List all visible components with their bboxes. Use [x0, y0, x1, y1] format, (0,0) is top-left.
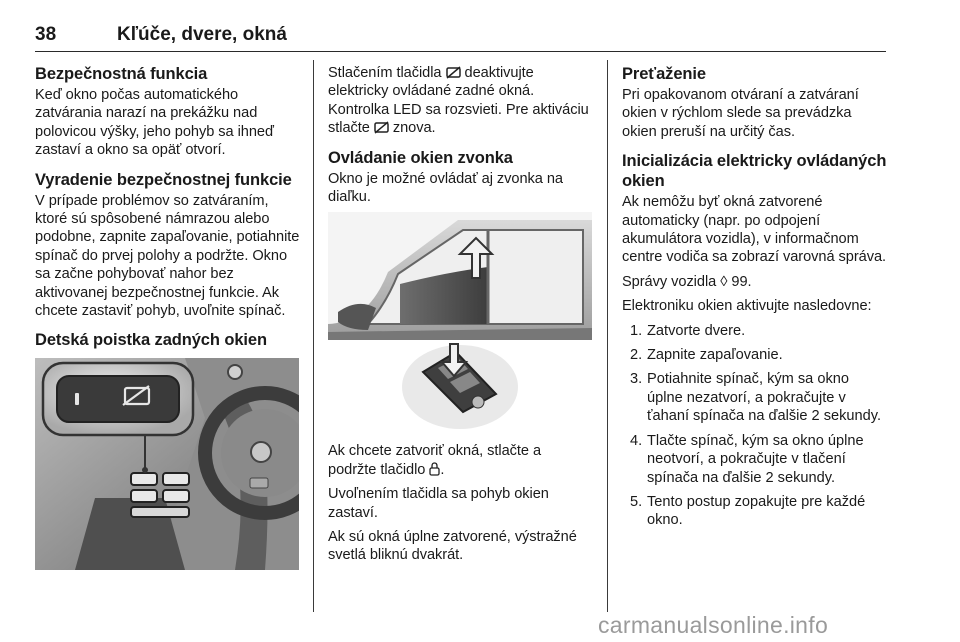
- paragraph-close-windows: Ak chcete zatvoriť okná, stlačte a podržte tlačidlo .: [328, 443, 542, 478]
- paragraph-overload: Pri opakovanom otváraní a zatváraní okien v rýchlom slede sa prevádzka okien preruší na určitý čas.: [622, 87, 859, 140]
- column-divider: [607, 60, 608, 612]
- paragraph-override-safety: V prípade problémov so zatváraním, ktoré sú spôsobené námrazou alebo podobne, zapnite zapaľovanie, potiahnite spínač do prvej polohy a podržte. Okno sa začne pohybovať nahor bez aktivovanej bezpečnostnej funkcie. Ak chcete zastaviť pohyb, uvoľnite spínač.: [35, 192, 300, 320]
- page-reference-link[interactable]: 99.: [731, 273, 752, 290]
- child-window-lock-icon: [446, 66, 461, 79]
- column-divider: [313, 60, 314, 612]
- heading-child-lock: Detská poistka zadných okien: [35, 331, 267, 350]
- page-number: 38: [35, 24, 57, 45]
- list-item: 3. Potiahnite spínač, kým sa okno úplne nezatvorí, a pokračujte v ťahaní spínača na ďalšie 2 sekundy.: [630, 371, 882, 425]
- illustration-window-and-key: [328, 212, 592, 430]
- steps-list: [622, 322, 888, 530]
- paragraph-hazard-lights: Ak sú okná úplne zatvorené, výstražné svetlá bliknú dvakrát.: [328, 529, 577, 564]
- paragraph-initialization: Ak nemôžu byť okná zatvorené automaticky (napr. po odpojení akumulátora vozidla), v informačnom centre vodiča sa zobrazí varovná správa.: [622, 194, 887, 266]
- column-right: [622, 64, 888, 536]
- list-item: 1. Zatvorte dvere.: [630, 322, 746, 339]
- heading-remote-window-control: Ovládanie okien zvonka: [328, 148, 513, 167]
- heading-override-safety: Vyradenie bezpečnostnej funkcie: [35, 170, 292, 189]
- heading-initialization: Inicializácia elektricky ovládaných okien: [622, 152, 887, 191]
- paragraph-remote-window-control: Okno je možné ovládať aj zvonka na diaľku.: [328, 170, 563, 206]
- list-item: 2. Zapnite zapaľovanie.: [630, 347, 783, 364]
- heading-safety-function: Bezpečnostná funkcia: [35, 65, 208, 83]
- paragraph-release-button: Uvoľnením tlačidla sa pohyb okien zastaví.: [328, 486, 549, 521]
- watermark: carmanualsonline.info: [598, 612, 829, 638]
- illustration-door-switches: [35, 358, 299, 570]
- paragraph-child-lock: Stlačením tlačidla deaktivujte elektricky ovládané zadné okná. Kontrolka LED sa rozsvieti. Pre aktiváciu stlačte znova.: [328, 65, 589, 137]
- chapter-title: Kľúče, dvere, okná: [117, 24, 287, 45]
- list-item: 5. Tento postup zopakujte pre každé okno.: [630, 493, 866, 529]
- child-window-lock-icon: [374, 121, 389, 134]
- reference-arrow-icon[interactable]: ◊: [720, 273, 728, 290]
- paragraph-activate-electronics: Elektroniku okien aktivujte nasledovne:: [622, 298, 872, 315]
- paragraph-safety-function: Keď okno počas automatického zatvárania narazí na prekážku nad polovicou výšky, jeho pohyb sa ihneď zastaví a okno sa opäť otvorí.: [35, 87, 274, 159]
- column-left: [35, 64, 301, 570]
- heading-overload: Preťaženie: [622, 65, 706, 83]
- list-item: 4. Tlačte spínač, kým sa okno úplne neotvorí, a pokračujte v tlačení spínača na ďalšie 2 sekundy.: [630, 432, 864, 486]
- paragraph-vehicle-messages: Správy vozidla ◊ 99.: [622, 273, 752, 290]
- remote-lock-icon: [429, 462, 440, 476]
- page-header: [35, 22, 886, 52]
- column-middle: [328, 64, 592, 571]
